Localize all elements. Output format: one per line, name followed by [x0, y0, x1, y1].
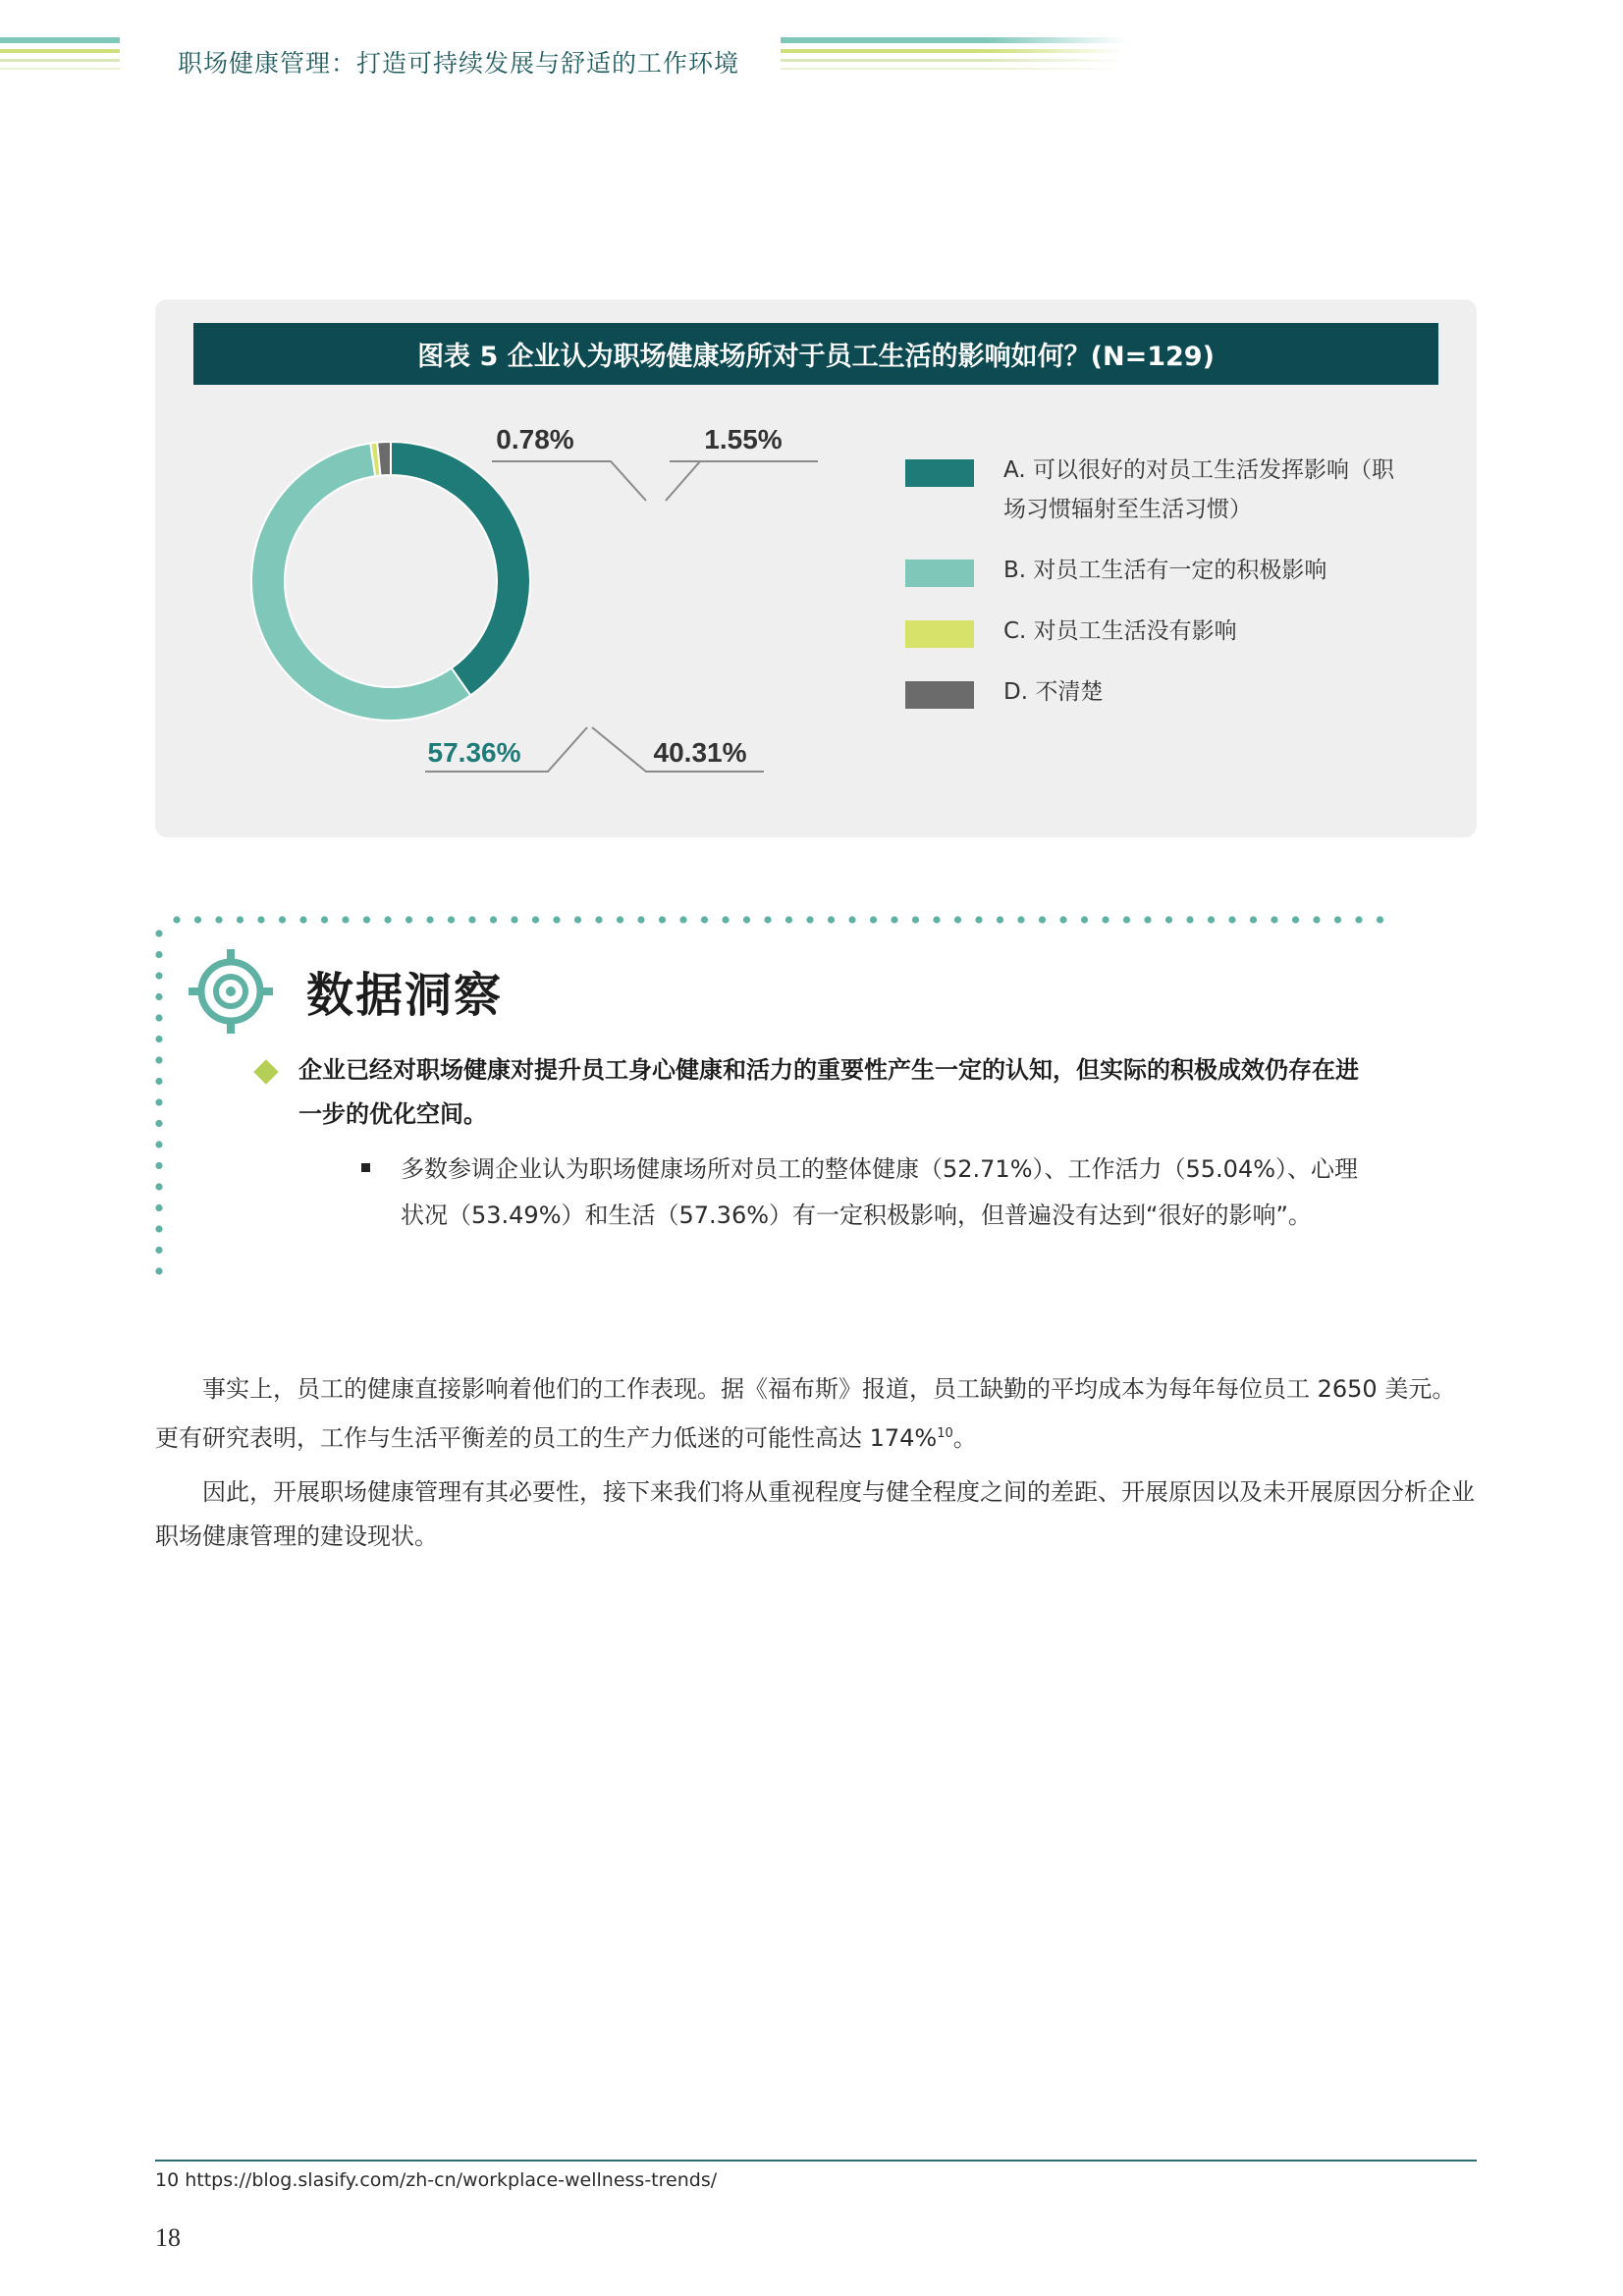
border-dot [155, 1225, 162, 1232]
border-dot [1377, 916, 1383, 923]
border-dot [1123, 916, 1130, 923]
border-dot [257, 916, 264, 923]
dotted-border-left [154, 929, 164, 1292]
leader-line-c [666, 461, 818, 501]
insight-title: 数据洞察 [306, 968, 504, 1023]
chart-legend [905, 456, 1416, 739]
legend-swatch-a [905, 459, 974, 487]
border-dot [659, 916, 666, 923]
diamond-bullet-icon [253, 1059, 278, 1084]
header-decoration-left [0, 37, 120, 76]
border-dot [426, 916, 433, 923]
header-title: 职场健康管理：打造可持续发展与舒适的工作环境 [178, 49, 740, 78]
border-dot [997, 916, 1003, 923]
legend-label-d: D. 不清楚 [1003, 679, 1104, 705]
border-dot [1081, 916, 1088, 923]
border-dot [384, 916, 391, 923]
slice-d [377, 442, 391, 476]
border-dot [155, 972, 162, 979]
border-dot [1017, 916, 1024, 923]
label-b: 57.36% [427, 737, 521, 768]
square-bullet-icon [361, 1163, 370, 1172]
border-dot [173, 916, 180, 923]
legend-label-a: A. 可以很好的对员工生活发挥影响（职场习惯辐射至生活习惯） [1003, 457, 1394, 522]
border-dot [891, 916, 897, 923]
body-paragraph-2: 因此，开展职场健康管理有其必要性，接下来我们将从重视程度与健全程度之间的差距、开展原因以及未开展原因分析企业职场健康管理的建设现状。 [155, 1478, 1475, 1550]
border-dot [1102, 916, 1109, 923]
body-paragraph-1-end: 。 [952, 1424, 977, 1452]
border-dot [155, 1183, 162, 1190]
target-icon [187, 947, 275, 1036]
border-dot [155, 1056, 162, 1063]
header-decoration-right [781, 37, 1124, 76]
border-dot [848, 916, 855, 923]
border-dot [679, 916, 686, 923]
border-dot [595, 916, 602, 923]
border-dot [468, 916, 475, 923]
insight-lead: 企业已经对职场健康对提升员工身心健康和活力的重要性产生一定的认知，但实际的积极成效仍存在进一步的优化空间。 [298, 1056, 1359, 1128]
border-dot [743, 916, 750, 923]
border-dot [155, 951, 162, 958]
border-dot [553, 916, 560, 923]
border-dot [155, 930, 162, 936]
border-dot [155, 1247, 162, 1254]
border-dot [215, 916, 222, 923]
footnote-link[interactable]: 10 https://blog.slasify.com/zh-cn/workplace-wellness-trends/ [155, 2169, 718, 2191]
legend-item-c [905, 617, 1416, 651]
border-dot [155, 1098, 162, 1105]
border-dot [155, 1267, 162, 1274]
border-dot [1165, 916, 1172, 923]
legend-item-a [905, 456, 1416, 529]
footnote-divider [155, 2160, 1477, 2162]
border-dot [574, 916, 581, 923]
border-dot [155, 1162, 162, 1169]
donut-chart [155, 299, 905, 837]
legend-item-d [905, 678, 1416, 712]
border-dot [1208, 916, 1215, 923]
border-dot [722, 916, 729, 923]
border-dot [363, 916, 370, 923]
border-dot [490, 916, 497, 923]
chart-title: 图表 5 企业认为职场健康场所对于员工生活的影响如何？(N=129) [193, 323, 1438, 385]
border-dot [954, 916, 961, 923]
border-dot [194, 916, 201, 923]
slice-a [391, 442, 530, 695]
border-dot [975, 916, 982, 923]
border-dot [1039, 916, 1046, 923]
border-dot [912, 916, 919, 923]
label-d: 0.78% [496, 424, 574, 454]
border-dot [764, 916, 771, 923]
border-dot [617, 916, 623, 923]
chart-card [155, 299, 1477, 837]
border-dot [1334, 916, 1341, 923]
border-dot [1313, 916, 1320, 923]
page-number: 18 [155, 2223, 181, 2252]
insight-detail: 多数参调企业认为职场健康场所对员工的整体健康（52.71%）、工作活力（55.04%）、心理状况（53.49%）和生活（57.36%）有一定积极影响，但普遍没有达到“很好的影响”。 [401, 1155, 1359, 1229]
border-dot [532, 916, 539, 923]
legend-label-b: B. 对员工生活有一定的积极影响 [1003, 558, 1327, 583]
label-a: 40.31% [653, 737, 747, 768]
border-dot [155, 1014, 162, 1021]
border-dot [406, 916, 412, 923]
border-dot [1228, 916, 1235, 923]
border-dot [1144, 916, 1151, 923]
border-dot [1355, 916, 1362, 923]
border-dot [701, 916, 708, 923]
legend-label-c: C. 对员工生活没有影响 [1003, 618, 1237, 644]
border-dot [1186, 916, 1193, 923]
border-dot [806, 916, 813, 923]
border-dot [933, 916, 940, 923]
border-dot [1271, 916, 1277, 923]
legend-item-b [905, 557, 1416, 590]
border-dot [448, 916, 455, 923]
border-dot [155, 1036, 162, 1042]
border-dot [1292, 916, 1299, 923]
border-dot [785, 916, 792, 923]
border-dot [321, 916, 328, 923]
legend-swatch-b [905, 560, 974, 587]
legend-swatch-c [905, 620, 974, 648]
leader-line-d [492, 461, 646, 501]
border-dot [1059, 916, 1066, 923]
border-dot [279, 916, 286, 923]
border-dot [299, 916, 306, 923]
body-paragraph-1-text: 事实上，员工的健康直接影响着他们的工作表现。据《福布斯》报道，员工缺勤的平均成本为每年每位员工 2650 美元。更有研究表明，工作与生活平衡差的员工的生产力低迷的可能性高达 174% [155, 1375, 1456, 1452]
dotted-border-top [172, 915, 1399, 925]
label-c: 1.55% [704, 424, 783, 454]
footnote-ref[interactable]: 10 [937, 1426, 953, 1441]
border-dot [511, 916, 517, 923]
border-dot [637, 916, 644, 923]
border-dot [155, 1141, 162, 1148]
border-dot [828, 916, 835, 923]
legend-swatch-d [905, 681, 974, 709]
border-dot [155, 993, 162, 1000]
border-dot [342, 916, 349, 923]
border-dot [1250, 916, 1257, 923]
border-dot [155, 1120, 162, 1127]
body-paragraph-1 [155, 1367, 1477, 1461]
border-dot [155, 1078, 162, 1085]
border-dot [237, 916, 243, 923]
border-dot [155, 1204, 162, 1211]
border-dot [870, 916, 877, 923]
